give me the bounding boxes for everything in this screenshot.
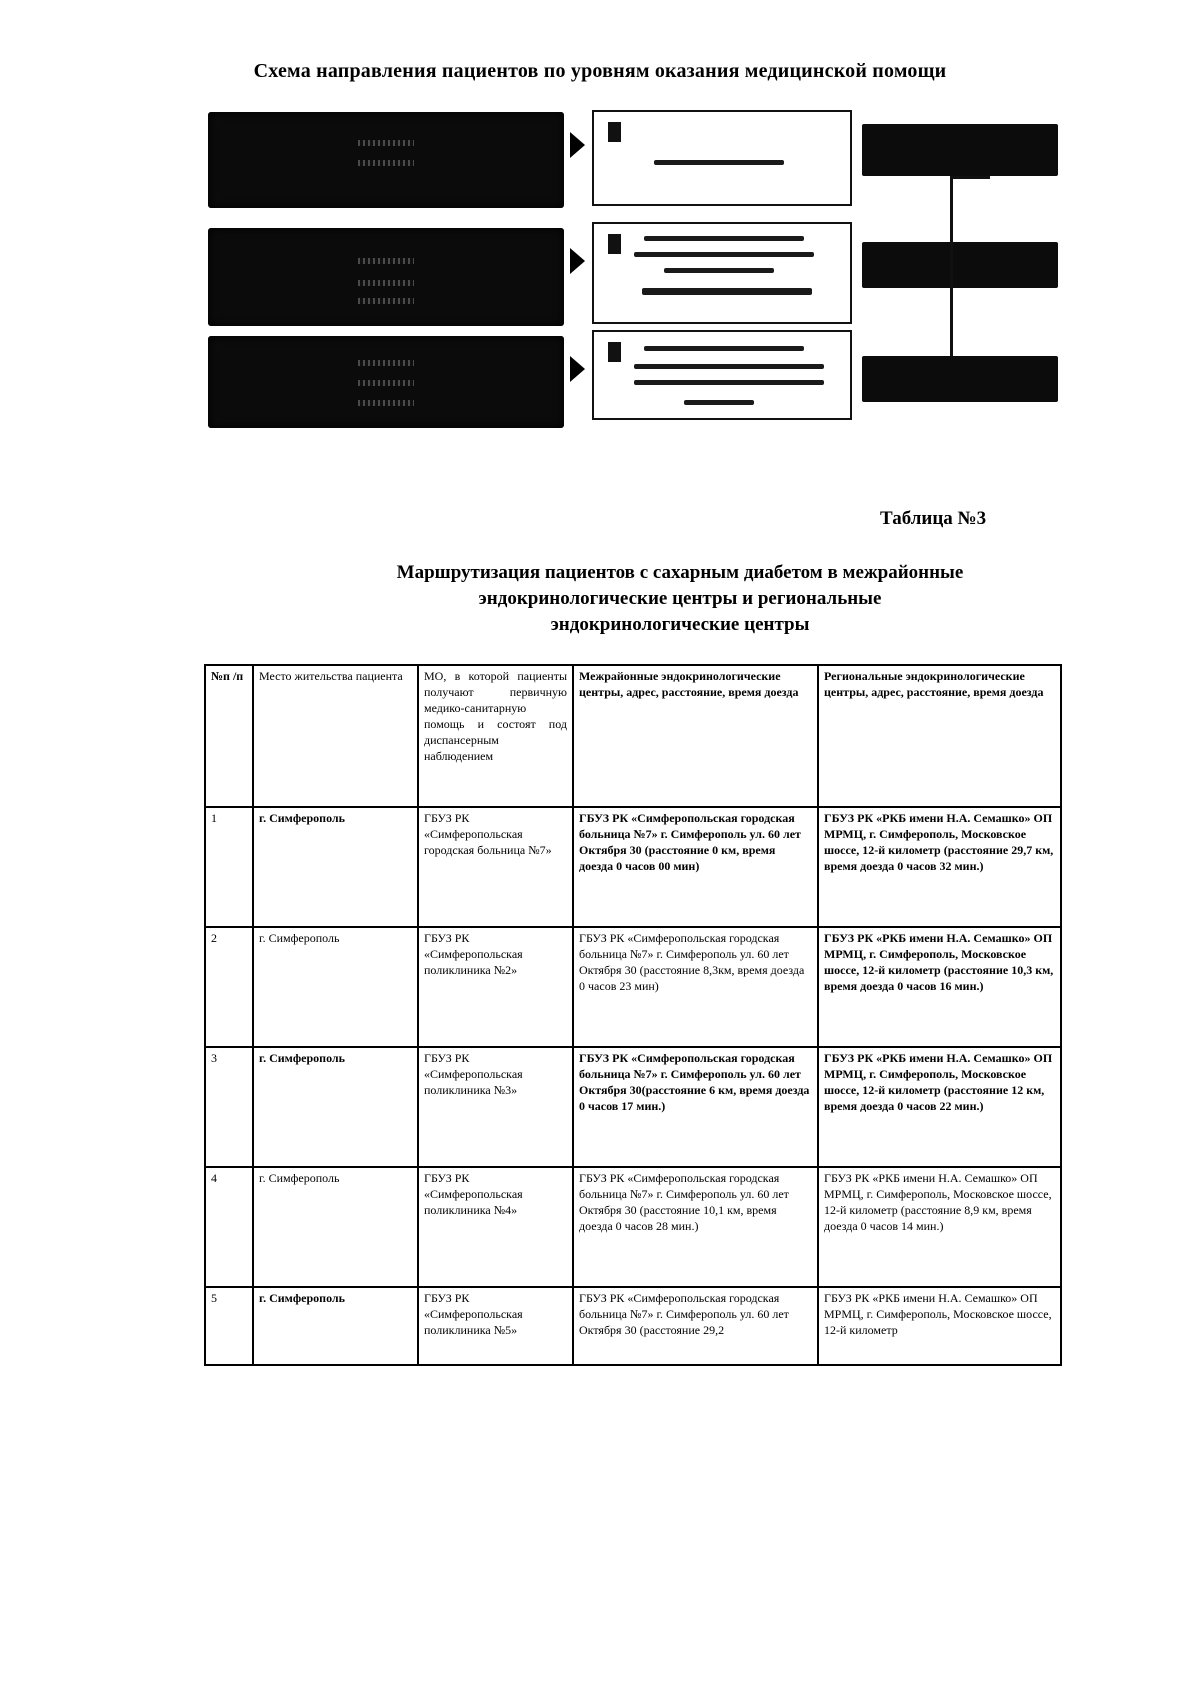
- cell-inter-center: ГБУЗ РК «Симферопольская городская больница №7» г. Симферополь ул. 60 лет Октября 30 (расстояние 8,3км, время доезда 0 часов 23 мин): [573, 927, 818, 1047]
- cell-regional-center: ГБУЗ РК «РКБ имени Н.А. Семашко» ОП МРМЦ, г. Симферополь, Московское шоссе, 12-й километр (расстояние 10,3 км, время доезда 0 часов 16 мин.): [818, 927, 1061, 1047]
- routing-title-line-3: эндокринологические центры: [550, 614, 810, 635]
- scheme-title: Схема направления пациентов по уровням оказания медицинской помощи: [253, 60, 947, 82]
- table-row: [205, 807, 1061, 927]
- scheme-left-block-2: [208, 228, 564, 326]
- table-row: [205, 927, 1061, 1047]
- cell-mo: ГБУЗ РК «Симферопольская поликлиника №3»: [418, 1047, 573, 1167]
- scheme-arrow-2: [570, 248, 585, 274]
- routing-title-line-1: Маршрутизация пациентов с сахарным диабетом в межрайонные: [396, 562, 964, 583]
- table-row: [205, 1287, 1061, 1365]
- scheme-arrow-3: [570, 356, 585, 382]
- cell-regional-center: ГБУЗ РК «РКБ имени Н.А. Семашко» ОП МРМЦ, г. Симферополь, Московское шоссе, 12-й километр (расстояние 12 км, время доезда 0 часов 22 мин.): [818, 1047, 1061, 1167]
- routing-title-line-2: эндокринологические центры и региональные: [478, 588, 882, 609]
- table-row: [205, 1047, 1061, 1167]
- cell-place: г. Симферополь: [253, 1167, 418, 1287]
- cell-place: г. Симферополь: [253, 927, 418, 1047]
- scheme-right-block-2: [862, 242, 1058, 288]
- cell-number: 3: [205, 1047, 253, 1167]
- scheme-level-box-1: [592, 110, 852, 206]
- scheme-right-block-1: [862, 124, 1058, 176]
- header-mo: МО, в которой пациенты получают первичную медико-санитарную помощь и состоят под диспансерным наблюдением: [418, 665, 573, 807]
- cell-inter-center: ГБУЗ РК «Симферопольская городская больница №7» г. Симферополь ул. 60 лет Октября 30 (расстояние 10,1 км, время доезда 0 часов 28 мин.): [573, 1167, 818, 1287]
- cell-inter-center: ГБУЗ РК «Симферопольская городская больница №7» г. Симферополь ул. 60 лет Октября 30 (расстояние 29,2: [573, 1287, 818, 1365]
- cell-inter-center: ГБУЗ РК «Симферопольская городская больница №7» г. Симферополь ул. 60 лет Октября 30(расстояние 6 км, время доезда 0 часов 17 мин.): [573, 1047, 818, 1167]
- cell-number: 2: [205, 927, 253, 1047]
- table-header-row: [205, 665, 1061, 807]
- scheme-right-block-3: [862, 356, 1058, 402]
- scheme-level-box-3: [592, 330, 852, 420]
- header-inter-centers: Межрайонные эндокринологические центры, адрес, расстояние, время доезда: [573, 665, 818, 807]
- cell-mo: ГБУЗ РК «Симферопольская поликлиника №2»: [418, 927, 573, 1047]
- cell-regional-center: ГБУЗ РК «РКБ имени Н.А. Семашко» ОП МРМЦ, г. Симферополь, Московское шоссе, 12-й километр (расстояние 29,7 км, время доезда 0 часов 32 мин.): [818, 807, 1061, 927]
- routing-table: [204, 664, 1062, 1366]
- cell-inter-center: ГБУЗ РК «Симферопольская городская больница №7» г. Симферополь ул. 60 лет Октября 30 (расстояние 0 км, время доезда 0 часов 00 мин): [573, 807, 818, 927]
- scheme-level-box-2: [592, 222, 852, 324]
- table-label: Таблица №3: [880, 508, 987, 529]
- cell-place: г. Симферополь: [253, 1287, 418, 1365]
- scheme-arrow-1: [570, 132, 585, 158]
- cell-place: г. Симферополь: [253, 1047, 418, 1167]
- routing-title: [300, 560, 1060, 638]
- header-number: №п /п: [205, 665, 253, 807]
- header-place: Место жительства пациента: [253, 665, 418, 807]
- scheme-left-block-3: [208, 336, 564, 428]
- cell-regional-center: ГБУЗ РК «РКБ имени Н.А. Семашко» ОП МРМЦ, г. Симферополь, Московское шоссе, 12-й километр (расстояние 8,9 км, время доезда 0 часов 14 мин.): [818, 1167, 1061, 1287]
- cell-number: 1: [205, 807, 253, 927]
- scheme-connector-vertical: [950, 176, 953, 356]
- header-regional-centers: Региональные эндокринологические центры, адрес, расстояние, время доезда: [818, 665, 1061, 807]
- cell-number: 4: [205, 1167, 253, 1287]
- scheme-connector-horizontal: [950, 176, 990, 179]
- cell-regional-center: ГБУЗ РК «РКБ имени Н.А. Семашко» ОП МРМЦ, г. Симферополь, Московское шоссе, 12-й километр: [818, 1287, 1061, 1365]
- scheme-left-block-1: [208, 112, 564, 208]
- table-row: [205, 1167, 1061, 1287]
- cell-mo: ГБУЗ РК «Симферопольская поликлиника №4»: [418, 1167, 573, 1287]
- cell-number: 5: [205, 1287, 253, 1365]
- cell-mo: ГБУЗ РК «Симферопольская городская больница №7»: [418, 807, 573, 927]
- cell-place: г. Симферополь: [253, 807, 418, 927]
- cell-mo: ГБУЗ РК «Симферопольская поликлиника №5»: [418, 1287, 573, 1365]
